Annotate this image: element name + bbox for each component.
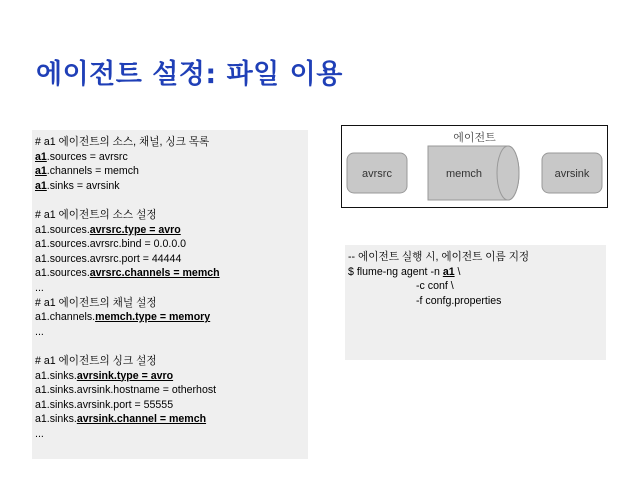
config-line-sinks: [35, 179, 308, 194]
sink-label: avrsink: [554, 168, 590, 180]
agent-name: a1: [442, 265, 455, 278]
config-highlight: avrsink.type = avro: [76, 369, 174, 382]
config-text: .sources = avrsrc: [46, 150, 128, 163]
config-text: a1.sources.: [35, 267, 90, 280]
config-text: a1.sinks.: [35, 369, 77, 382]
command-line-2: -c conf \: [416, 280, 454, 293]
config-line-source-type: [35, 223, 308, 238]
config-line-source-channels: [35, 266, 308, 281]
config-line-channel-type: [35, 310, 308, 325]
config-text: a1.channels.: [35, 311, 96, 324]
config-line-sink-channel: [35, 412, 308, 427]
command-text: $ flume-ng agent -n: [348, 265, 443, 278]
agent-name: a1: [35, 179, 47, 192]
config-ellipsis: ...: [35, 427, 44, 440]
config-line-sink-host: a1.sinks.avrsink.hostname = otherhost: [35, 384, 217, 397]
config-comment-sink: # a1 에이전트의 싱크 설정: [35, 354, 157, 367]
config-text: a1.sources.: [35, 223, 90, 236]
config-highlight: avrsrc.channels = memch: [89, 267, 220, 280]
config-comment-lists: # a1 에이전트의 소스, 채널, 싱크 목록: [35, 136, 210, 148]
agent-name: a1: [35, 165, 47, 178]
config-highlight: avrsrc.type = avro: [89, 223, 181, 236]
page-title: 에이전트 설정: 파일 이용: [36, 59, 343, 90]
run-command-block: [345, 245, 606, 360]
config-text: a1.sinks.: [35, 413, 77, 426]
config-highlight: memch.type = memory: [95, 311, 211, 324]
command-text: \: [454, 265, 461, 278]
diagram-title: 에이전트: [453, 131, 496, 144]
config-line-sink-port: a1.sinks.avrsink.port = 55555: [35, 398, 174, 411]
config-text: .sinks = avrsink: [46, 179, 120, 192]
config-highlight: avrsink.channel = memch: [76, 413, 207, 426]
config-line-sink-type: [35, 369, 308, 384]
command-comment: -- 에이전트 실행 시, 에이전트 이름 지정: [348, 251, 530, 263]
config-line-source-bind: a1.sources.avrsrc.bind = 0.0.0.0: [35, 238, 187, 251]
config-ellipsis: ...: [35, 281, 44, 294]
agent-diagram: [341, 125, 608, 208]
config-line-channels: [35, 164, 308, 179]
channel-cylinder-cap: [497, 146, 519, 200]
agent-name: a1: [35, 150, 47, 163]
config-line-sources: [35, 150, 308, 165]
channel-label: memch: [445, 168, 483, 180]
config-line-source-port: a1.sources.avrsrc.port = 44444: [35, 252, 182, 265]
config-comment-channel: # a1 에이전트의 채널 설정: [35, 296, 157, 309]
config-file-block: [32, 130, 308, 459]
command-line-1: [348, 265, 606, 280]
config-text: .channels = memch: [46, 165, 139, 178]
config-comment-source: # a1 에이전트의 소스 설정: [35, 208, 157, 221]
source-label: avrsrc: [362, 168, 392, 180]
config-ellipsis: ...: [35, 325, 44, 338]
agent-flow-svg: [342, 126, 607, 207]
command-line-3: -f confg.properties: [416, 294, 502, 307]
